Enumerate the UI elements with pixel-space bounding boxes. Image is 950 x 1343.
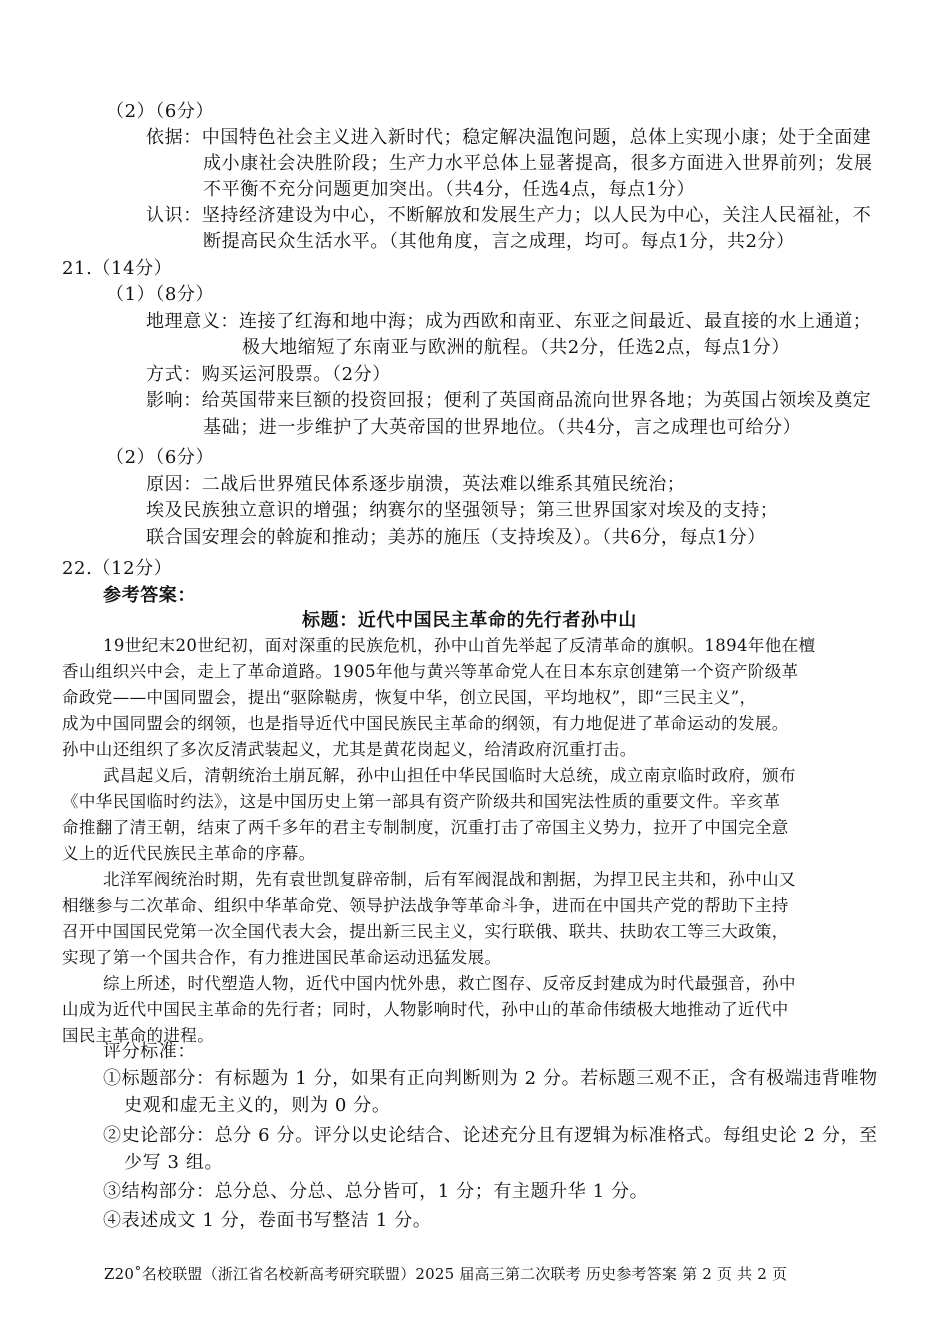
criteria-1-line-2: 史观和虚无主义的，则为 0 分。 <box>124 1095 391 1116</box>
q20-part2-heading: （2）（6分） <box>106 101 215 122</box>
q20-view-line-2: 断提高民众生活水平。（其他角度，言之成理，均可。每点1分，共2分） <box>203 231 795 252</box>
criteria-2-line-2: 少写 3 组。 <box>124 1152 224 1173</box>
criteria-3: ③结构部分：总分总、分总、总分皆可，1 分；有主题升华 1 分。 <box>103 1181 649 1202</box>
q21-reason-line-2: 埃及民族独立意识的增强；纳赛尔的坚强领导；第三世界国家对埃及的支持； <box>146 500 779 521</box>
essay-p4-line-1: 综上所述，时代塑造人物，近代中国内忧外患，救亡图存、反帝反封建成为时代最强音，孙中 <box>103 974 796 993</box>
essay-p2-line-2: 《中华民国临时约法》，这是中国历史上第一部具有资产阶级共和国宪法性质的重要文件。辛亥革 <box>62 792 781 811</box>
q21-impact-line-1: 影响：给英国带来巨额的投资回报；便利了英国商品流向世界各地；为英国占领埃及奠定 <box>146 390 872 411</box>
q21-heading: 21.（14分） <box>62 258 173 279</box>
essay-p1-line-3: 命政党——中国同盟会，提出“驱除鞑虏，恢复中华，创立民国，平均地权”，即“三民主义”， <box>62 688 757 707</box>
essay-p1-line-4: 成为中国同盟会的纲领，也是指导近代中国民族民主革命的纲领，有力地促进了革命运动的发展。 <box>62 714 789 733</box>
q21-method: 方式：购买运河股票。（2分） <box>146 364 391 385</box>
essay-p2-line-3: 命推翻了清王朝，结束了两千多年的君主专制制度，沉重打击了帝国主义势力，拉开了中国完全意 <box>62 818 789 837</box>
essay-p3-line-1: 北洋军阀统治时期，先有袁世凯复辟帝制，后有军阀混战和割据，为捍卫民主共和，孙中山又 <box>103 870 796 889</box>
q21-part1-heading: （1）（8分） <box>106 284 215 305</box>
essay-p1-line-5: 孙中山还组织了多次反清武装起义，尤其是黄花岗起义，给清政府沉重打击。 <box>62 740 637 759</box>
q20-basis-line-2: 成小康社会决胜阶段；生产力水平总体上显著提高，很多方面进入世界前列；发展 <box>203 153 873 174</box>
essay-p1-line-2: 香山组织兴中会，走上了革命道路。1905年他与黄兴等革命党人在日本东京创建第一个资产阶级革 <box>62 662 799 681</box>
essay-p3-line-2: 相继参与二次革命、组织中华革命党、领导护法战争等革命斗争，进而在中国共产党的帮助下主持 <box>62 896 789 915</box>
q21-part2-heading: （2）（6分） <box>106 447 215 468</box>
essay-p3-line-4: 实现了第一个国共合作，有力推进国民革命运动迅猛发展。 <box>62 948 502 967</box>
criteria-1-line-1: ①标题部分：有标题为 1 分，如果有正向判断则为 2 分。若标题三观不正，含有极端违背唯物 <box>103 1068 878 1089</box>
q20-basis-line-1: 依据：中国特色社会主义进入新时代；稳定解决温饱问题，总体上实现小康；处于全面建 <box>146 127 872 148</box>
q20-view-line-1: 认识：坚持经济建设为中心，不断解放和发展生产力；以人民为中心，关注人民福祉，不 <box>146 205 872 226</box>
essay-p3-line-3: 召开中国国民党第一次全国代表大会，提出新三民主义，实行联俄、联共、扶助农工等三大政策， <box>62 922 789 941</box>
q22-reference-label: 参考答案： <box>103 585 196 606</box>
q21-reason-line-3: 联合国安理会的斡旋和推动；美苏的施压（支持埃及）。（共6分，每点1分） <box>146 527 766 548</box>
criteria-4: ④表述成文 1 分，卷面书写整洁 1 分。 <box>103 1210 432 1231</box>
essay-p2-line-4: 义上的近代民族民主革命的序幕。 <box>62 844 316 863</box>
q20-basis-line-3: 不平衡不充分问题更加突出。（共4分，任选4点，每点1分） <box>203 179 696 200</box>
q21-impact-line-2: 基础；进一步维护了大英帝国的世界地位。（共4分，言之成理也可给分） <box>203 417 802 438</box>
essay-p4-line-3: 国民主革命的进程。 <box>62 1026 215 1045</box>
q21-geo-line-2: 极大地缩短了东南亚与欧洲的航程。（共2分，任选2点，每点1分） <box>242 337 790 358</box>
criteria-label: 评分标准： <box>103 1041 196 1062</box>
essay-title: 标题：近代中国民主革命的先行者孙中山 <box>302 610 637 631</box>
essay-p2-line-1: 武昌起义后，清朝统治土崩瓦解，孙中山担任中华民国临时大总统，成立南京临时政府，颁布 <box>103 766 796 785</box>
q21-geo-line-1: 地理意义：连接了红海和地中海；成为西欧和南亚、东亚之间最近、最直接的水上通道； <box>146 311 872 332</box>
criteria-2-line-1: ②史论部分：总分 6 分。评分以史论结合、论述充分且有逻辑为标准格式。每组史论 2 分，至 <box>103 1125 878 1146</box>
q21-reason-line-1: 原因：二战后世界殖民体系逐步崩溃，英法难以维系其殖民统治； <box>146 474 686 495</box>
page-footer: Z20˚名校联盟（浙江省名校新高考研究联盟）2025 届高三第二次联考 历史参考答案 第 2 页 共 2 页 <box>104 1265 788 1283</box>
essay-p4-line-2: 山成为近代中国民主革命的先行者；同时，人物影响时代，孙中山的革命伟绩极大地推动了近代中 <box>62 1000 789 1019</box>
q22-heading: 22.（12分） <box>62 558 173 579</box>
essay-p1-line-1: 19世纪末20世纪初，面对深重的民族危机，孙中山首先举起了反清革命的旗帜。1894年他在檀 <box>103 636 816 655</box>
